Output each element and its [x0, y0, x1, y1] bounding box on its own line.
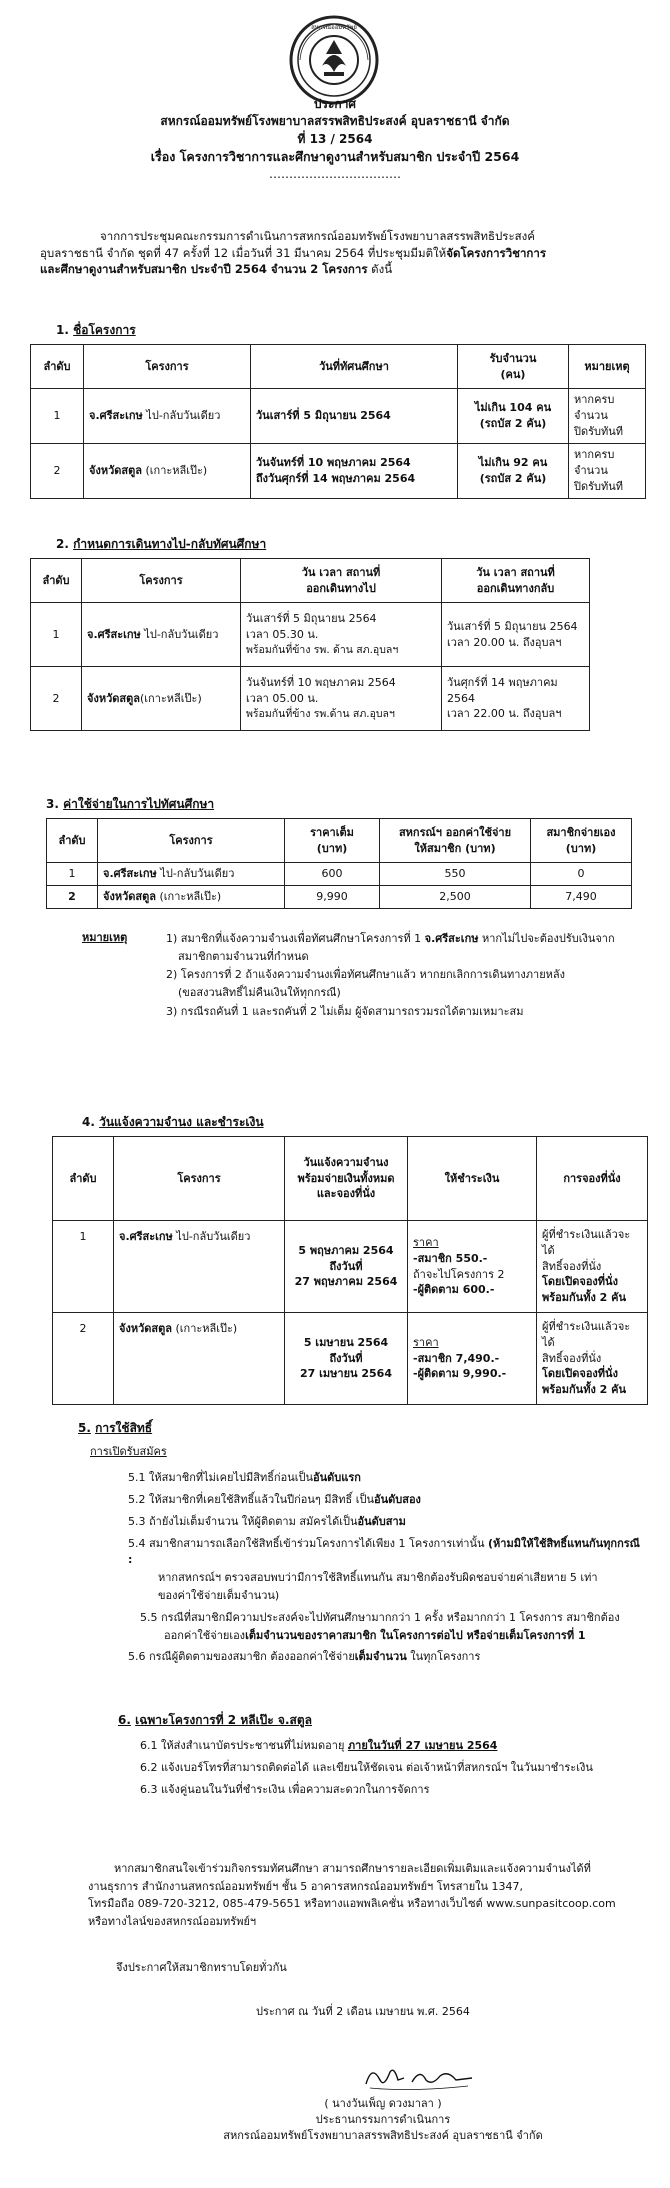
project-detail: (เกาะหลีเป๊ะ) [140, 691, 202, 705]
row-register-date [285, 1221, 408, 1313]
count-value: ไม่เกิน 104 คน [474, 400, 552, 414]
table-header-row [47, 819, 632, 863]
rights-text: 5.4 สมาชิกสามารถเลือกใช้สิทธิ์เข้าร่วมโครงการได้เพียง 1 โครงการเท่านั้น [128, 1536, 489, 1550]
table-row [53, 1221, 648, 1313]
table-row [31, 667, 590, 731]
table-row [31, 389, 646, 444]
condition-item [140, 1738, 650, 1754]
note-item: 2) โครงการที่ 2 ถ้าแจ้งความจำนงเพื่อทัศนศึกษาแล้ว หากยกเลิกการเดินทางภายหลัง [166, 968, 566, 982]
col-header-note: หมายเหตุ [569, 345, 646, 389]
row-date [251, 443, 458, 498]
note-line-1: หากครบจำนวน [574, 393, 615, 422]
note-item: 3) กรณีรถคันที่ 1 และรถคันที่ 2 ไม่เต็ม ผู้จัดสามารถรวมรถได้ตามเหมาะสม [166, 1004, 524, 1018]
table-row [47, 863, 632, 886]
row-no: 1 [31, 389, 84, 444]
coop-pays: 550 [380, 863, 531, 886]
member-price: -สมาชิก 7,490.- [413, 1351, 500, 1365]
table-header-row [53, 1137, 648, 1221]
project-detail: ไป-กลับวันเดียว [172, 1230, 251, 1243]
follower-price: -ผู้ติดตาม 9,990.- [413, 1367, 507, 1381]
row-count [458, 443, 569, 498]
section-2-title: กำหนดการเดินทางไป-กลับทัศนศึกษา [73, 537, 267, 551]
note-line-2: ปิดรับทันที [574, 479, 624, 493]
return-time: เวลา 22.00 น. [447, 707, 520, 721]
intro-line-2-text: อุบลราชธานี จำกัด ชุดที่ 47 ครั้งที่ 12 เมื่อวันที่ 31 มีนาคม 2564 ที่ประชุมมีมติให้ [40, 245, 447, 260]
rights-text: 5.2 ให้สมาชิกที่เคยใช้สิทธิ์แล้วในปีก่อนๆ มีสิทธิ์ เป็น [128, 1492, 374, 1506]
row-register-date [285, 1313, 408, 1405]
header-line-subject: เรื่อง โครงการวิชาการและศึกษาดูงานสำหรับสมาชิก ประจำปี 2564 [150, 149, 520, 165]
rights-text: 5.1 ให้สมาชิกที่ไม่เคยไปมีสิทธิ์ก่อนเป็น [128, 1471, 313, 1484]
row-payment [408, 1221, 537, 1313]
note-item: (ขอสงวนสิทธิ์ไม่คืนเงินให้ทุกกรณี) [178, 986, 341, 1000]
col-header-departure: วัน เวลา สถานที่ ออกเดินทางไป [241, 559, 442, 603]
departure-place: พร้อมกันที่ข้าง รพ. ด้าน สภ.อุบลฯ [246, 643, 399, 656]
row-seat-booking [537, 1221, 648, 1313]
rights-bold: อันดับสอง [373, 1492, 421, 1506]
return-time-line [447, 635, 584, 651]
section-5-title: การใช้สิทธิ์ [95, 1421, 153, 1435]
col-header-no: ลำดับ [47, 819, 98, 863]
contact-paragraph [88, 1860, 658, 1930]
project-detail: (เกาะหลีเป๊ะ) [156, 889, 222, 903]
section-6-title: เฉพาะโครงการที่ 2 หลีเป๊ะ จ.สตูล [135, 1713, 312, 1727]
coop-pays: 2,500 [380, 885, 531, 908]
project-detail: (เกาะหลีเป๊ะ) [172, 1322, 238, 1335]
note-text: 1) สมาชิกที่แจ้งความจำนงเพื่อทัศนศึกษาโครงการที่ 1 [166, 932, 425, 945]
rights-bold: (ห้ามมิให้ใช้สิทธิ์แทนกันทุกกรณี : [128, 1536, 640, 1566]
member-pays: 7,490 [531, 885, 632, 908]
return-date: วันเสาร์ที่ 5 มิถุนายน 2564 [447, 619, 578, 633]
rights-text: ในทุกโครงการ [406, 1650, 481, 1664]
special-conditions-list [140, 1738, 650, 1804]
rights-item [128, 1492, 648, 1508]
section-3-heading [46, 796, 214, 813]
col-header-project: โครงการ [114, 1137, 285, 1221]
row-project [82, 667, 241, 731]
row-departure [241, 603, 442, 667]
departure-place: พร้อมกันที่ข้าง รพ.ด้าน สภ.อุบลฯ [246, 707, 395, 720]
section-1-number: 1. [56, 323, 69, 337]
booking-line: โดยเปิดจองที่นั่ง [542, 1275, 618, 1289]
register-start: 5 พฤษภาคม 2564 [298, 1243, 394, 1257]
announcement-date: ประกาศ ณ วันที่ 2 เดือน เมษายน พ.ศ. 2564 [256, 2005, 470, 2018]
section-3-title: ค่าใช้จ่ายในการไปทัศนศึกษา [63, 797, 215, 811]
project-name: จ.ศรีสะเกษ [89, 408, 143, 422]
project-name: จ.ศรีสะเกษ [87, 627, 141, 641]
registration-payment-table [52, 1136, 648, 1405]
table-row [53, 1313, 648, 1405]
condition-item: 6.2 แจ้งเบอร์โทรที่สามารถติดต่อได้ และเขียนให้ชัดเจน ต่อเจ้าหน้าที่สหกรณ์ฯ ในวันมาชำระเงิน [140, 1760, 593, 1774]
row-note [569, 389, 646, 444]
register-end: 27 เมษายน 2564 [300, 1367, 392, 1381]
col-header-payment: ให้ชำระเงิน [408, 1137, 537, 1221]
section-2-number: 2. [56, 537, 69, 551]
signature-image [360, 2058, 480, 2094]
booking-line: สิทธิ์จองที่นั่ง [542, 1351, 602, 1365]
return-time-line [447, 706, 584, 722]
rights-bold: อันดับสาม [357, 1514, 406, 1528]
follower-price: -ผู้ติดตาม 600.- [413, 1283, 495, 1297]
svg-text:สหกรณ์ออมทรัพย์: สหกรณ์ออมทรัพย์ [311, 24, 357, 31]
section-5-subtitle: การเปิดรับสมัคร [90, 1445, 167, 1458]
col-header-return: วัน เวลา สถานที่ ออกเดินทางกลับ [442, 559, 590, 603]
table-row [47, 885, 632, 908]
row-payment [408, 1313, 537, 1405]
header-line-announcement: ประกาศ [313, 97, 357, 111]
row-project [84, 389, 251, 444]
intro-line-3-text: ดังนี้ [367, 262, 393, 277]
row-project [114, 1313, 285, 1405]
price-label: ราคา [413, 1235, 439, 1249]
project-name: จ.ศรีสะเกษ [103, 867, 157, 880]
contact-line-1: หากสมาชิกสนใจเข้าร่วมกิจกรรมทัศนศึกษา สามารถศึกษารายละเอียดเพิ่มเติมและแจ้งความจำนงได้ที่ [114, 1862, 591, 1875]
booking-line: พร้อมกันทั้ง 2 คัน [542, 1291, 627, 1305]
note-bold: จ.ศรีสะเกษ [424, 932, 479, 945]
condition-item: 6.3 แจ้งคู่นอนในวันที่ชำระเงิน เพื่อความสะดวกในการจัดการ [140, 1782, 430, 1796]
row-departure [241, 667, 442, 731]
rights-item [128, 1628, 648, 1644]
header-line-organization: สหกรณ์ออมทรัพย์โรงพยาบาลสรรพสิทธิประสงค์ อุบลราชธานี จำกัด [160, 114, 510, 129]
row-seat-booking [537, 1313, 648, 1405]
booking-line: ผู้ที่ชำระเงินแล้วจะได้ [542, 1227, 631, 1257]
project-name: จังหวัดสตูล [119, 1322, 172, 1335]
section-4-heading [82, 1114, 264, 1131]
col-header-no: ลำดับ [53, 1137, 114, 1221]
col-header-member-pays: สมาชิกจ่ายเอง (บาท) [531, 819, 632, 863]
member-pays: 0 [531, 863, 632, 886]
project-detail: (เกาะหลีเป๊ะ) [142, 463, 208, 477]
count-value: ไม่เกิน 92 คน [478, 455, 548, 469]
table-header-row [31, 345, 646, 389]
project-detail: ไป-กลับวันเดียว [156, 867, 235, 880]
section-1-heading [56, 322, 136, 339]
date-end: ถึงวันศุกร์ที่ 14 พฤษภาคม 2564 [256, 471, 416, 485]
rights-text: 5.6 กรณีผู้ติดตามของสมาชิก ต้องออกค่าใช้จ่าย [128, 1650, 355, 1664]
col-header-count: รับจำนวน (คน) [458, 345, 569, 389]
condition-bold: ภายในวันที่ 27 เมษายน 2564 [347, 1739, 498, 1752]
col-header-date: วันที่ทัศนศึกษา [251, 345, 458, 389]
register-to: ถึงวันที่ [329, 1259, 363, 1273]
col-header-seat-booking: การจองที่นั่ง [537, 1137, 648, 1221]
intro-line-3 [40, 261, 640, 278]
row-project [82, 603, 241, 667]
closing-announcement: จึงประกาศให้สมาชิกทราบโดยทั่วกัน [116, 1961, 287, 1974]
booking-line: สิทธิ์จองที่นั่ง [542, 1259, 602, 1273]
rights-item [128, 1649, 648, 1665]
row-return [442, 667, 590, 731]
register-end: 27 พฤษภาคม 2564 [294, 1275, 398, 1289]
project-name: จังหวัดสตูล [87, 691, 140, 705]
section-6-heading [118, 1712, 312, 1729]
announcement-header [0, 96, 670, 184]
full-price: 9,990 [285, 885, 380, 908]
contact-line-3: โทรมือถือ 089-720-3212, 085-479-5651 หรือทางแอพพลิเคชั่น หรือทางเว็บไซต์ www.sunpasitcoop.com [88, 1897, 616, 1911]
return-time: เวลา 20.00 น. [447, 635, 520, 649]
section-4-title: วันแจ้งความจำนง และชำระเงิน [99, 1115, 264, 1129]
departure-time: เวลา 05.30 น. [246, 627, 319, 641]
signatory-organization: สหกรณ์ออมทรัพย์โรงพยาบาลสรรพสิทธิประสงค์ อุบลราชธานี จำกัด [223, 2128, 543, 2142]
bus-count: (รถบัส 2 คัน) [479, 416, 547, 430]
section-1-title: ชื่อโครงการ [73, 323, 136, 337]
row-no: 1 [53, 1221, 114, 1313]
return-date: วันศุกร์ที่ 14 พฤษภาคม 2564 [447, 675, 558, 705]
return-place: ถึงอุบลฯ [519, 635, 562, 649]
signatory-position: ประธานกรรมการดำเนินการ [315, 2112, 451, 2126]
row-date: วันเสาร์ที่ 5 มิถุนายน 2564 [251, 389, 458, 444]
rights-list [128, 1470, 648, 1671]
project-name: จังหวัดสตูล [103, 889, 156, 903]
row-note [569, 443, 646, 498]
note-item: สมาชิกตามจำนวนที่กำหนด [178, 950, 309, 964]
rights-item: 5.5 กรณีที่สมาชิกมีความประสงค์จะไปทัศนศึกษามากกว่า 1 ครั้ง หรือมากกว่า 1 โครงการ สมาชิกต้อง [140, 1610, 620, 1624]
rights-text: 5.3 ถ้ายังไม่เต็มจำนวน ให้ผู้ติดตาม สมัครได้เป็น [128, 1514, 358, 1528]
project-name: จ.ศรีสะเกษ [119, 1230, 173, 1243]
row-no: 2 [47, 885, 98, 908]
row-project [84, 443, 251, 498]
row-project [114, 1221, 285, 1313]
register-start: 5 เมษายน 2564 [303, 1335, 389, 1349]
booking-line: ผู้ที่ชำระเงินแล้วจะได้ [542, 1319, 631, 1349]
row-project [98, 885, 285, 908]
col-header-project: โครงการ [84, 345, 251, 389]
table-row [31, 443, 646, 498]
rights-item [128, 1536, 648, 1568]
row-no: 1 [47, 863, 98, 886]
condition-text: 6.1 ให้ส่งสำเนาบัตรประชาชนที่ไม่หมดอายุ [140, 1739, 348, 1752]
travel-schedule-table [30, 558, 590, 731]
section-5-heading [78, 1420, 152, 1437]
note-line-2: ปิดรับทันที [574, 424, 624, 438]
rights-item: ของค่าใช้จ่ายเต็มจำนวน) [158, 1588, 280, 1602]
rights-bold: อันดับแรก [312, 1471, 361, 1484]
row-project [98, 863, 285, 886]
col-header-full-price: ราคาเต็ม (บาท) [285, 819, 380, 863]
intro-line-2 [40, 245, 640, 262]
cost-table [46, 818, 632, 909]
cost-note-label [82, 930, 127, 946]
section-4-number: 4. [82, 1115, 95, 1129]
cost-notes [166, 930, 646, 1021]
price-label: ราคา [413, 1335, 439, 1349]
section-6-number: 6. [118, 1713, 131, 1727]
note-text: หากไม่ไปจะต้องปรับเงินจาก [478, 932, 615, 945]
member-price: -สมาชิก 550.- [413, 1251, 488, 1265]
row-no: 1 [31, 603, 82, 667]
table-header-row [31, 559, 590, 603]
row-no: 2 [31, 443, 84, 498]
departure-date: วันจันทร์ที่ 10 พฤษภาคม 2564 [246, 675, 396, 689]
return-place: ถึงอุบลฯ [519, 707, 562, 721]
contact-line-2: งานธุรการ สำนักงานสหกรณ์ออมทรัพย์ฯ ชั้น 5 อาคารสหกรณ์ออมทรัพย์ฯ โทรสายใน 1347, [88, 1879, 524, 1893]
row-return [442, 603, 590, 667]
section-2-heading [56, 536, 266, 553]
intro-line-3-bold: และศึกษาดูงานสำหรับสมาชิก ประจำปี 2564 จำนวน 2 โครงการ [40, 262, 368, 277]
project-detail: ไป-กลับวันเดียว [140, 627, 219, 641]
booking-line: พร้อมกันทั้ง 2 คัน [542, 1383, 627, 1397]
booking-line: โดยเปิดจองที่นั่ง [542, 1367, 618, 1381]
rights-item [128, 1514, 648, 1530]
price-condition: ถ้าจะไปโครงการ 2 [413, 1267, 505, 1281]
col-header-no: ลำดับ [31, 559, 82, 603]
rights-bold: เต็มจำนวน [354, 1650, 407, 1664]
rights-text: ออกค่าใช้จ่ายเอง [164, 1628, 246, 1642]
register-to: ถึงวันที่ [329, 1351, 363, 1365]
departure-date: วันเสาร์ที่ 5 มิถุนายน 2564 [246, 611, 377, 625]
header-divider-dots: …………………………… [269, 167, 401, 182]
header-line-number: ที่ 13 / 2564 [297, 131, 373, 146]
contact-line-4: หรือทางไลน์ของสหกรณ์ออมทรัพย์ฯ [88, 1914, 257, 1928]
full-price: 600 [285, 863, 380, 886]
rights-item: หากสหกรณ์ฯ ตรวจสอบพบว่ามีการใช้สิทธิ์แทนกัน สมาชิกต้องรับผิดชอบจ่ายค่าเสียหาย 5 เท่า [158, 1570, 598, 1584]
row-no: 2 [31, 667, 82, 731]
rights-bold: เต็มจำนวนของราคาสมาชิก ในโครงการต่อไป หรือจ่ายเต็มโครงการที่ 1 [245, 1628, 586, 1642]
table-row [31, 603, 590, 667]
col-header-coop-pays: สหกรณ์ฯ ออกค่าใช้จ่าย ให้สมาชิก (บาท) [380, 819, 531, 863]
bus-count: (รถบัส 2 คัน) [479, 471, 547, 485]
project-detail: ไป-กลับวันเดียว [142, 408, 221, 422]
row-count [458, 389, 569, 444]
date-start: วันจันทร์ที่ 10 พฤษภาคม 2564 [256, 455, 411, 469]
departure-time: เวลา 05.00 น. [246, 691, 319, 705]
project-list-table [30, 344, 646, 499]
section-3-number: 3. [46, 797, 59, 811]
intro-paragraph [40, 228, 640, 278]
note-item [166, 930, 646, 948]
project-name: จังหวัดสตูล [89, 463, 142, 477]
cooperative-seal-logo [288, 14, 380, 106]
col-header-project: โครงการ [82, 559, 241, 603]
signatory-block [0, 2096, 670, 2144]
intro-line-2-bold: จัดโครงการวิชาการ [446, 245, 547, 260]
note-line-1: หากครบจำนวน [574, 447, 615, 477]
col-header-no: ลำดับ [31, 345, 84, 389]
section-5-number: 5. [78, 1421, 91, 1435]
signatory-name: ( นางวันเพ็ญ ดวงมาลา ) [324, 2097, 442, 2110]
rights-item [128, 1470, 648, 1486]
intro-line-1: จากการประชุมคณะกรรมการดำเนินการสหกรณ์ออมทรัพย์โรงพยาบาลสรรพสิทธิประสงค์ [100, 229, 535, 243]
row-no: 2 [53, 1313, 114, 1405]
col-header-project: โครงการ [98, 819, 285, 863]
col-header-register-date: วันแจ้งความจำนง พร้อมจ่ายเงินทั้งหมด และจองที่นั่ง [285, 1137, 408, 1221]
note-label: หมายเหตุ [82, 931, 128, 944]
